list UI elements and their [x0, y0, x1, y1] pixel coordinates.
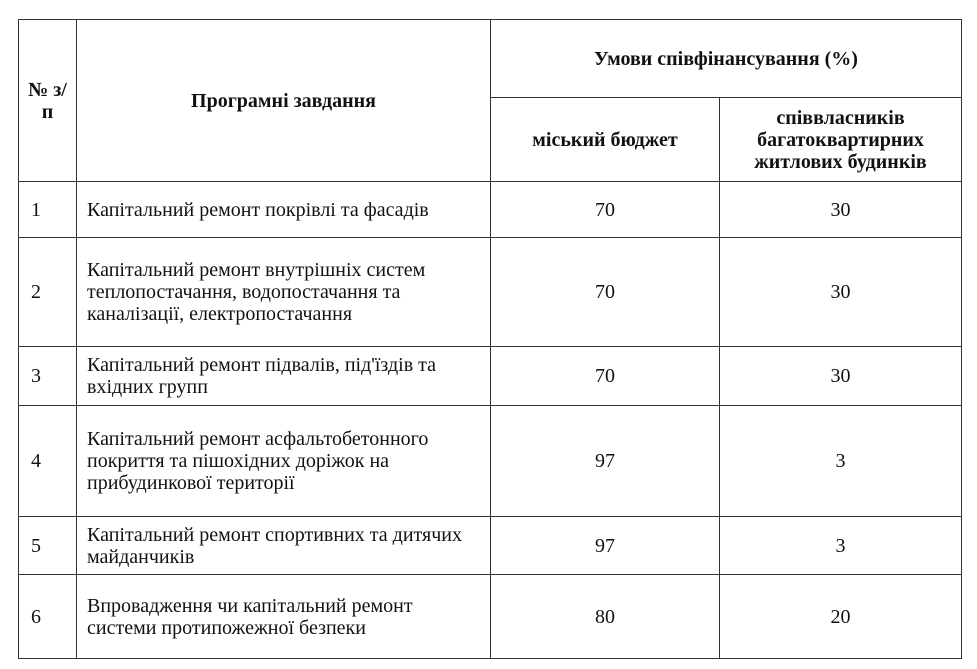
header-co-owners-label: співвласників багатоквартирних житлових будинків	[754, 106, 927, 173]
header-city-budget-label: міський бюджет	[532, 128, 678, 151]
header-city-budget	[491, 98, 720, 182]
row-task: Капітальний ремонт спортивних та дитячих майданчиків	[77, 517, 491, 575]
row-city-budget: 97	[491, 517, 720, 575]
header-number	[19, 20, 77, 182]
header-task	[77, 20, 491, 182]
row-co-owners: 30	[720, 182, 962, 238]
header-task-label: Програмні завдання	[191, 89, 376, 112]
row-city-budget: 70	[491, 182, 720, 238]
header-row	[19, 20, 962, 98]
row-number: 1	[19, 182, 77, 238]
table-row	[19, 406, 962, 517]
row-number: 2	[19, 238, 77, 347]
header-number-label: № з/п	[28, 78, 67, 123]
table-row	[19, 575, 962, 659]
row-task: Капітальний ремонт внутрішніх систем теплопостачання, водопостачання та каналізації, електропостачання	[77, 238, 491, 347]
table-row	[19, 517, 962, 575]
row-city-budget: 80	[491, 575, 720, 659]
header-cofinancing-label: Умови співфінансування (%)	[594, 47, 858, 70]
row-city-budget: 97	[491, 406, 720, 517]
row-co-owners: 3	[720, 517, 962, 575]
row-co-owners: 30	[720, 238, 962, 347]
row-number: 4	[19, 406, 77, 517]
row-co-owners: 3	[720, 406, 962, 517]
row-co-owners: 30	[720, 347, 962, 406]
row-number: 5	[19, 517, 77, 575]
table-row	[19, 182, 962, 238]
header-co-owners	[720, 98, 962, 182]
cofinancing-table	[18, 19, 962, 659]
header-cofinancing	[491, 20, 962, 98]
row-co-owners: 20	[720, 575, 962, 659]
row-number: 3	[19, 347, 77, 406]
row-task: Капітальний ремонт асфальтобетонного покриття та пішохідних доріжок на прибудинкової території	[77, 406, 491, 517]
row-task: Впровадження чи капітальний ремонт системи протипожежної безпеки	[77, 575, 491, 659]
row-city-budget: 70	[491, 238, 720, 347]
row-task: Капітальний ремонт підвалів, під'їздів та вхідних групп	[77, 347, 491, 406]
row-task: Капітальний ремонт покрівлі та фасадів	[77, 182, 491, 238]
table-row	[19, 347, 962, 406]
row-city-budget: 70	[491, 347, 720, 406]
row-number: 6	[19, 575, 77, 659]
table-row	[19, 238, 962, 347]
